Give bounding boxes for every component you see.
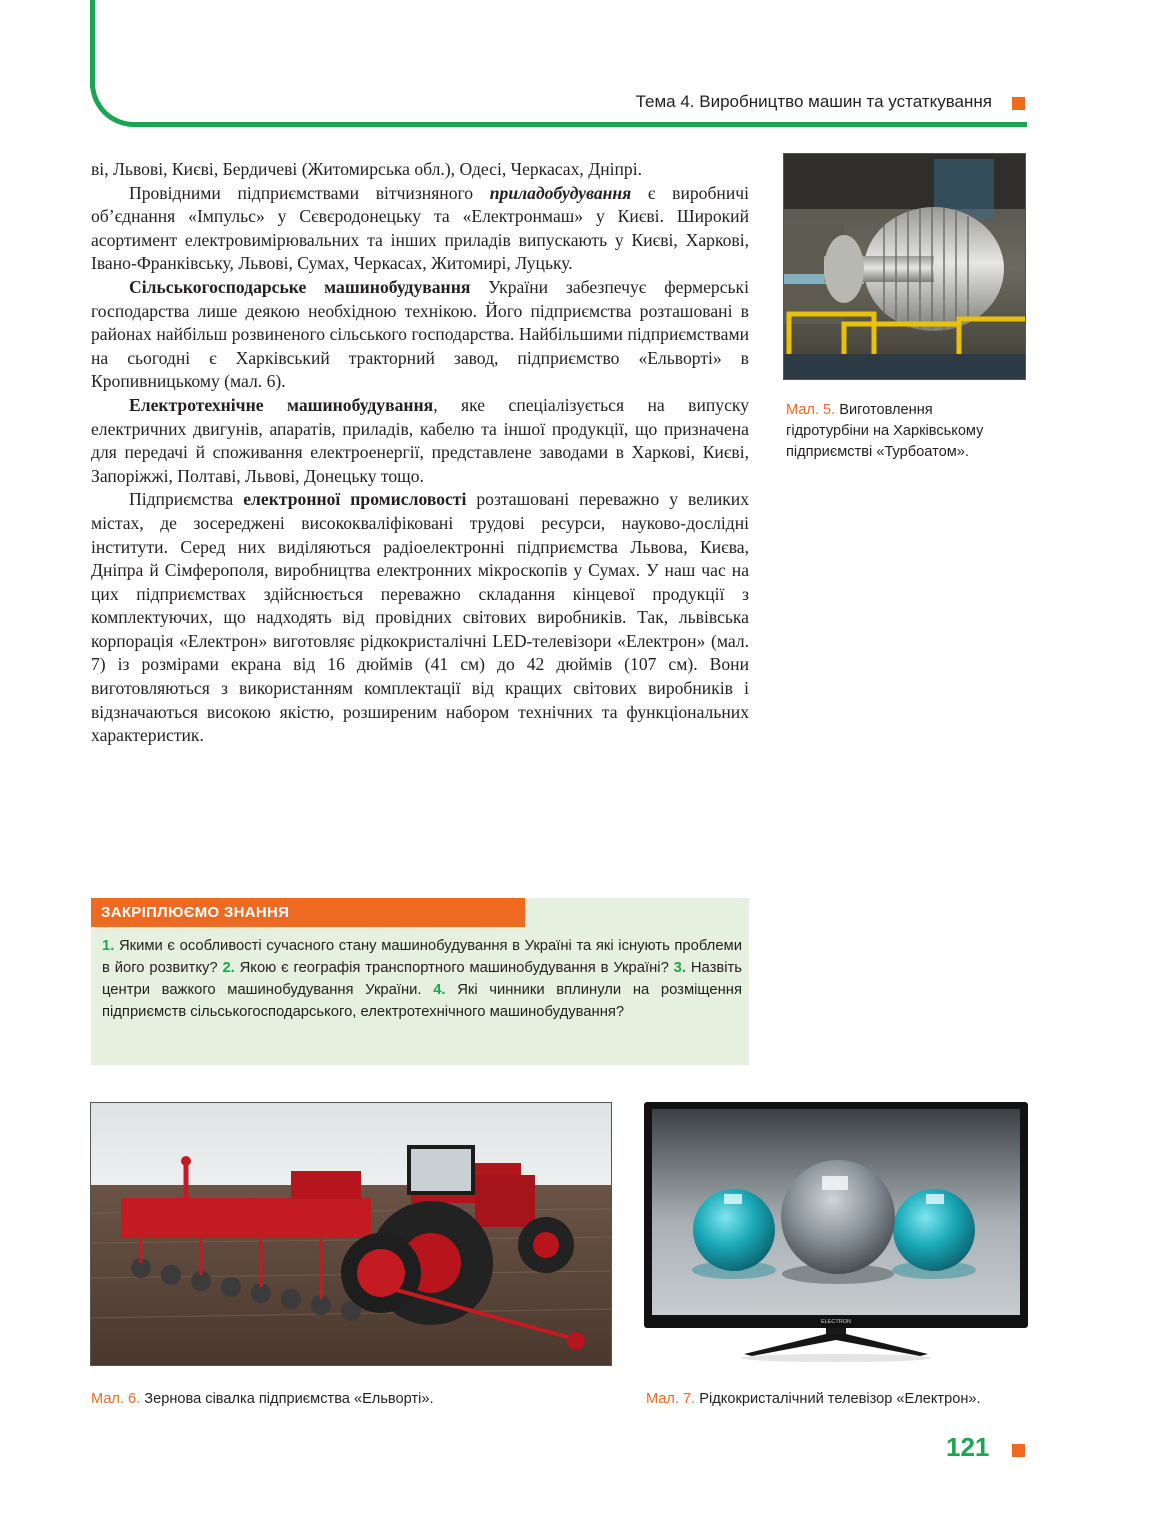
page-number-square-icon [1012, 1444, 1025, 1457]
question-number: 2. [222, 960, 235, 976]
paragraph-text: ві, Львові, Києві, Бердичеві (Житомирська обл.), Одесі, Черкасах, Дніпрі. [91, 159, 643, 179]
running-header: Тема 4. Виробництво машин та устаткування [635, 92, 992, 111]
tv-photo [644, 1102, 1028, 1368]
header-square-icon [1012, 97, 1025, 110]
figure-caption-text: Виготовлення гідротурбіни на Харківському підприємстві «Турбоатом». [786, 402, 984, 460]
paragraph-text: розташовані переважно у великих містах, де зосереджені висококваліфіковані трудові ресурси, науково-дослідні інститути. Серед них виділяються радіоелектронні підприємства Львова, Києва, Дніпра й Сімферополя, виробництва електронних мікроскопів у Сумах. У наш час на цих підприємствах здійснюється переважно складання кінцевої продукції з комплектуючих, що надходять від провідних світових виробників. Так, львівська корпорація «Електрон» виготовляє рідкокристалічні LED-телевізори «Електрон» (мал. 7) із розмірами екрана від 16 дюймів (41 см) до 42 дюймів (107 см). Вони виготовляються з використанням комплектації від кращих світових виробників і відзначаються високою якістю, розширеним набором технічних та функціональних характеристик. [91, 489, 750, 746]
review-title: ЗАКРІПЛЮЄМО ЗНАННЯ [91, 898, 525, 927]
figure-6-caption [91, 1389, 611, 1410]
tv-brand-label: ELECTRON [821, 1319, 851, 1325]
main-text [91, 158, 749, 748]
figure-caption-text: Рідкокристалічний телевізор «Електрон». [695, 1391, 981, 1407]
key-term: електронної промисловості [243, 489, 467, 510]
question-number: 3. [673, 960, 686, 976]
question-text: Якими є особливості сучасного стану машинобудування в Україні та які існують проблеми в його розвитку? [102, 938, 742, 976]
question-number: 4. [433, 982, 446, 998]
question-text: Якою є географія транспортного машинобудування в Україні? [234, 960, 674, 976]
figure-5-caption [786, 400, 1018, 463]
figure-caption-text: Зернова сівалка підприємства «Ельворті». [140, 1391, 434, 1407]
figure-label: Мал. 6. [91, 1391, 141, 1407]
figure-label: Мал. 7. [646, 1391, 696, 1407]
paragraph-text: Провідними підприємствами вітчизняного [129, 182, 490, 203]
paragraph-instrument-making [91, 182, 749, 276]
paragraph-electronics [91, 488, 749, 748]
turbine-photo [783, 153, 1026, 380]
frame-line-horizontal [140, 122, 1027, 127]
paragraph-agricultural [91, 276, 749, 394]
figure-label: Мал. 5. [786, 402, 836, 418]
key-term: приладобудування [489, 182, 632, 203]
question-number: 1. [102, 938, 115, 954]
review-box [91, 898, 749, 1065]
question-text: Які чинники вплинули на розміщення підприємств сільськогосподарського, електротехнічного машинобудування? [102, 982, 742, 1020]
paragraph-text: є виробничі об’єднання «Імпульс» у Сєвєродонецьку та «Електронмаш» у Києві. Широкий асортимент електровимірювальних та інших приладів випускають у Києві, Харкові, Івано-Франківську, Львові, Сумах, Черкасах, Житомирі, Луцьку. [91, 182, 749, 274]
paragraph-electrotechnical [91, 394, 749, 488]
page-number: 121 [946, 1432, 990, 1462]
question-text: Назвіть центри важкого машинобудування України. [102, 960, 742, 998]
paragraph-text: України забезпечує фермерські господарства лише деякою необхідною технікою. Його підприємства розташовані в районах найбільш розвиненого сільського господарства. Найбільшими підприємствами на сьогодні є Харківський тракторний завод, підприємство «Ельворті» в Кропивницькому (мал. 6). [91, 276, 749, 392]
key-term: Електротехнічне машинобудування [129, 394, 434, 415]
paragraph-text: , яке спеціалізується на випуску електричних двигунів, апаратів, приладів, кабелю та іншої продукції, що призначена для передачі й споживання електроенергії, представлене заводами в Харкові, Києві, Запоріжжі, Полтаві, Львові, Донецьку тощо. [91, 394, 750, 486]
seeder-photo [90, 1102, 612, 1366]
figure-7-caption [646, 1389, 1026, 1410]
key-term: Сільськогосподарське машинобудування [129, 276, 471, 297]
review-questions [102, 935, 742, 1023]
frame-corner [90, 62, 150, 127]
paragraph-text: Підприємства [129, 489, 244, 510]
paragraph-continuation [91, 158, 749, 182]
